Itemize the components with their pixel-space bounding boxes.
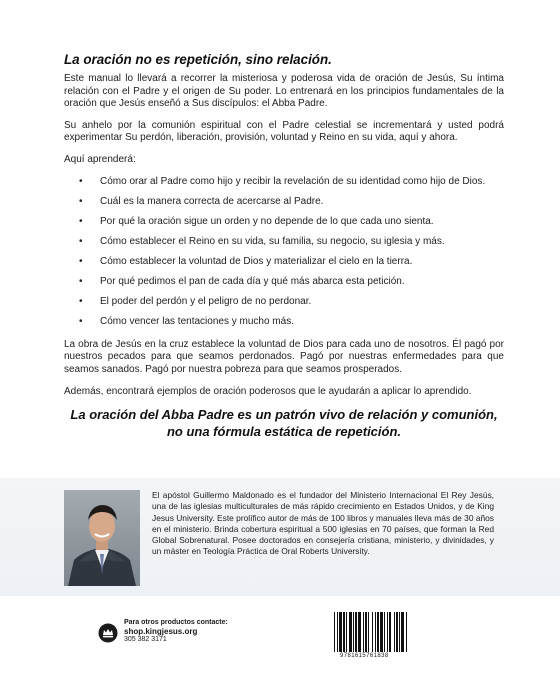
list-item-text: El poder del perdón y el peligro de no perdonar.	[100, 296, 312, 308]
list-item-text: Cómo establecer el Reino en su vida, su familia, su negocio, su iglesia y más.	[100, 235, 445, 247]
author-photo	[64, 490, 140, 586]
bullet-icon: •	[79, 235, 83, 247]
barcode-icon	[330, 608, 438, 658]
closing-paragraph-2: Además, encontrará ejemplos de oración poderosos que le ayudarán a aplicar lo aprendido.	[64, 385, 472, 397]
list-item	[64, 176, 504, 189]
list-item-text: Cuál es la manera correcta de acercarse al Padre.	[100, 195, 324, 207]
headline: La oración no es repetición, sino relación.	[64, 52, 332, 67]
list-item	[64, 236, 504, 249]
intro-paragraph-2: Su anhelo por la comunión espiritual con el Padre celestial se incrementará y usted podrá experimentar Su perdón, liberación, provisión, voluntad y Reino en su vida, aquí y ahora.	[64, 119, 504, 144]
website-link[interactable]: shop.kingjesus.org	[124, 626, 198, 636]
list-item-text: Cómo establecer la voluntad de Dios y materializar el cielo en la tierra.	[100, 255, 413, 267]
closing-line-1: La oración del Abba Padre es un patrón vivo de relación y comunión,	[70, 407, 498, 423]
intro-paragraph-1: Este manual lo llevará a recorrer la misteriosa y poderosa vida de oración de Jesús, Su íntima relación con el Padre y el origen de Su poder. Lo entrenará en los principios fundamentales de la oración que Jesús enseñó a Sus discípulos: el Abba Padre.	[64, 73, 504, 110]
bullet-icon: •	[79, 276, 83, 288]
list-item	[64, 196, 504, 209]
bullet-icon: •	[79, 195, 83, 207]
learning-list	[64, 176, 504, 329]
contact-label: Para otros productos contacte:	[124, 619, 228, 626]
list-item	[64, 216, 504, 229]
bullet-icon: •	[79, 255, 83, 267]
list-item-text: Por qué pedimos el pan de cada día y qué más abarca esta petición.	[100, 276, 405, 288]
crown-logo-icon	[98, 623, 118, 648]
list-item	[64, 276, 504, 289]
bullet-icon: •	[79, 296, 83, 308]
main-content	[64, 52, 504, 440]
isbn-number: 9781615761838	[340, 653, 389, 659]
list-item	[64, 296, 504, 309]
closing-line-2: no una fórmula estática de repetición.	[166, 423, 402, 439]
author-bio: El apóstol Guillermo Maldonado es el fundador del Ministerio Internacional El Rey Jesús, una de las iglesias multiculturales de más rápido crecimiento en Estados Unidos, y de King Jesus University. Este prolífico autor de más de 100 libros y manuales lleva más de 30 años en el ministerio. Brinda cobertura espiritual a 500 iglesias en 70 países, que forman la Red Global Sobrenatural. Posee doctorados en consejería cristiana, ministerio, y divinidades, y un máster en Teología Práctica de Oral Roberts University.	[152, 490, 494, 557]
intro-paragraph-3: Aquí aprenderá:	[64, 153, 136, 165]
list-item	[64, 316, 504, 329]
bullet-icon: •	[79, 316, 83, 328]
list-item	[64, 256, 504, 269]
list-item-text: Cómo orar al Padre como hijo y recibir la revelación de su identidad como hijo de Dios.	[100, 175, 486, 187]
author-portrait-icon	[64, 490, 140, 586]
contact-info	[124, 619, 228, 645]
phone-number: 305 382 3171	[124, 636, 167, 644]
list-item-text: Cómo vencer las tentaciones y mucho más.	[100, 316, 294, 328]
closing-statement	[64, 407, 504, 440]
list-item-text: Por qué la oración sigue un orden y no depende de lo que cada uno sienta.	[100, 215, 434, 227]
closing-paragraph-1: La obra de Jesús en la cruz establece la voluntad de Dios para cada uno de nosotros. Él pagó por nuestros pecados para que seamos perdonados. Pagó por nuestras enfermedades para que seamos sanados. Pagó por nuestra pobreza para que seamos prosperados.	[64, 338, 504, 375]
bullet-icon: •	[79, 215, 83, 227]
bullet-icon: •	[79, 175, 83, 187]
